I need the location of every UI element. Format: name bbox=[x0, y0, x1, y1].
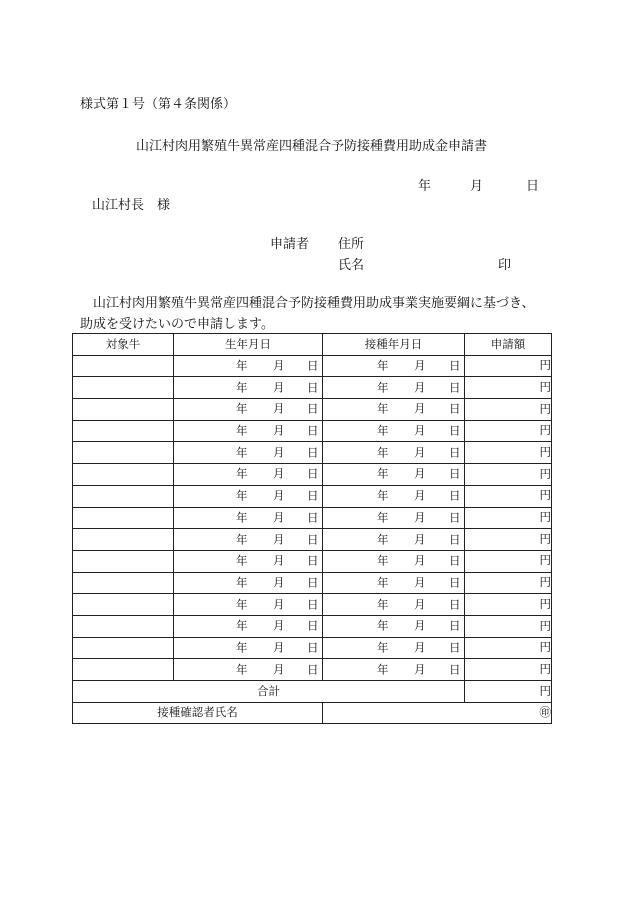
vaccination-date-day-unit: 日 bbox=[449, 531, 461, 546]
birth-date-day-unit: 日 bbox=[307, 358, 319, 373]
amount-cell[interactable] bbox=[465, 529, 552, 551]
yen-unit: 円 bbox=[539, 445, 551, 460]
vaccination-date-day-unit: 日 bbox=[449, 553, 461, 568]
birth-date-cell[interactable] bbox=[174, 399, 323, 421]
table-row bbox=[73, 399, 552, 421]
vaccination-date-cell[interactable] bbox=[323, 572, 465, 594]
table-row bbox=[73, 464, 552, 486]
target-cow-cell[interactable] bbox=[73, 464, 174, 486]
vaccination-date-cell[interactable] bbox=[323, 464, 465, 486]
yen-unit: 円 bbox=[539, 510, 551, 525]
vaccination-date-year-unit: 年 bbox=[377, 596, 389, 611]
vaccination-date-year-unit: 年 bbox=[377, 379, 389, 394]
amount-cell[interactable] bbox=[465, 485, 552, 507]
header-target-cow: 対象牛 bbox=[73, 334, 174, 356]
vaccination-date-year-unit: 年 bbox=[377, 510, 389, 525]
amount-cell[interactable] bbox=[465, 615, 552, 637]
birth-date-cell[interactable] bbox=[174, 442, 323, 464]
vaccination-date-day-unit: 日 bbox=[449, 401, 461, 416]
target-cow-cell[interactable] bbox=[73, 594, 174, 616]
birth-date-cell[interactable] bbox=[174, 420, 323, 442]
vaccination-date-cell[interactable] bbox=[323, 659, 465, 681]
birth-date-day-unit: 日 bbox=[307, 531, 319, 546]
vaccination-date-month-unit: 月 bbox=[414, 379, 426, 394]
table-row bbox=[73, 529, 552, 551]
form-number: 様式第１号（第４条関係） bbox=[80, 97, 237, 112]
date-month-unit: 月 bbox=[470, 179, 484, 194]
birth-date-year-unit: 年 bbox=[236, 423, 248, 438]
vaccination-date-cell[interactable] bbox=[323, 615, 465, 637]
amount-cell[interactable] bbox=[465, 594, 552, 616]
vaccination-date-cell[interactable] bbox=[323, 442, 465, 464]
amount-cell[interactable] bbox=[465, 442, 552, 464]
name-label: 氏名 bbox=[338, 258, 365, 273]
vaccination-date-year-unit: 年 bbox=[377, 401, 389, 416]
birth-date-year-unit: 年 bbox=[236, 358, 248, 373]
amount-cell[interactable] bbox=[465, 507, 552, 529]
vaccination-date-day-unit: 日 bbox=[449, 358, 461, 373]
birth-date-month-unit: 月 bbox=[273, 423, 285, 438]
birth-date-day-unit: 日 bbox=[307, 423, 319, 438]
vaccination-date-month-unit: 月 bbox=[414, 661, 426, 676]
table-row bbox=[73, 550, 552, 572]
birth-date-year-unit: 年 bbox=[236, 661, 248, 676]
yen-unit: 円 bbox=[539, 358, 551, 373]
birth-date-cell[interactable] bbox=[174, 594, 323, 616]
table-row bbox=[73, 442, 552, 464]
amount-cell[interactable] bbox=[465, 572, 552, 594]
birth-date-year-unit: 年 bbox=[236, 379, 248, 394]
target-cow-cell[interactable] bbox=[73, 485, 174, 507]
birth-date-day-unit: 日 bbox=[307, 510, 319, 525]
birth-date-month-unit: 月 bbox=[273, 575, 285, 590]
birth-date-cell[interactable] bbox=[174, 485, 323, 507]
vaccinator-row bbox=[73, 702, 552, 724]
application-table bbox=[72, 333, 552, 724]
target-cow-cell[interactable] bbox=[73, 529, 174, 551]
vaccination-date-month-unit: 月 bbox=[414, 445, 426, 460]
table-row bbox=[73, 420, 552, 442]
vaccination-date-year-unit: 年 bbox=[377, 661, 389, 676]
vaccination-date-year-unit: 年 bbox=[377, 466, 389, 481]
vaccination-date-year-unit: 年 bbox=[377, 553, 389, 568]
birth-date-day-unit: 日 bbox=[307, 379, 319, 394]
vaccinator-name-cell[interactable] bbox=[323, 702, 552, 724]
birth-date-day-unit: 日 bbox=[307, 466, 319, 481]
amount-cell[interactable] bbox=[465, 659, 552, 681]
birth-date-year-unit: 年 bbox=[236, 640, 248, 655]
yen-unit: 円 bbox=[539, 423, 551, 438]
vaccination-date-year-unit: 年 bbox=[377, 575, 389, 590]
birth-date-day-unit: 日 bbox=[307, 401, 319, 416]
vaccination-date-day-unit: 日 bbox=[449, 445, 461, 460]
yen-unit: 円 bbox=[539, 575, 551, 590]
yen-unit: 円 bbox=[539, 401, 551, 416]
yen-unit: 円 bbox=[539, 596, 551, 611]
page-title: 山江村肉用繁殖牛異常産四種混合予防接種費用助成金申請書 bbox=[136, 139, 488, 154]
birth-date-day-unit: 日 bbox=[307, 575, 319, 590]
birth-date-cell[interactable] bbox=[174, 355, 323, 377]
body-text-line-1: 山江村肉用繁殖牛異常産四種混合予防接種費用助成事業実施要綱に基づき、 bbox=[93, 296, 535, 311]
total-row bbox=[73, 681, 552, 703]
vaccination-date-month-unit: 月 bbox=[414, 640, 426, 655]
amount-cell[interactable] bbox=[465, 355, 552, 377]
vaccination-date-day-unit: 日 bbox=[449, 618, 461, 633]
birth-date-day-unit: 日 bbox=[307, 553, 319, 568]
birth-date-month-unit: 月 bbox=[273, 531, 285, 546]
vaccination-date-day-unit: 日 bbox=[449, 640, 461, 655]
birth-date-month-unit: 月 bbox=[273, 466, 285, 481]
vaccination-date-day-unit: 日 bbox=[449, 596, 461, 611]
birth-date-cell[interactable] bbox=[174, 529, 323, 551]
yen-unit: 円 bbox=[539, 640, 551, 655]
vaccination-date-year-unit: 年 bbox=[377, 640, 389, 655]
birth-date-year-unit: 年 bbox=[236, 618, 248, 633]
table-row bbox=[73, 572, 552, 594]
vaccination-date-year-unit: 年 bbox=[377, 618, 389, 633]
vaccination-date-month-unit: 月 bbox=[414, 466, 426, 481]
birth-date-month-unit: 月 bbox=[273, 640, 285, 655]
birth-date-cell[interactable] bbox=[174, 507, 323, 529]
birth-date-day-unit: 日 bbox=[307, 488, 319, 503]
vaccination-date-cell[interactable] bbox=[323, 420, 465, 442]
amount-cell[interactable] bbox=[465, 420, 552, 442]
vaccination-date-cell[interactable] bbox=[323, 637, 465, 659]
vaccination-date-cell[interactable] bbox=[323, 377, 465, 399]
target-cow-cell[interactable] bbox=[73, 507, 174, 529]
vaccination-date-month-unit: 月 bbox=[414, 596, 426, 611]
vaccination-date-month-unit: 月 bbox=[414, 618, 426, 633]
vaccination-date-day-unit: 日 bbox=[449, 466, 461, 481]
target-cow-cell[interactable] bbox=[73, 377, 174, 399]
birth-date-cell[interactable] bbox=[174, 550, 323, 572]
vaccination-date-month-unit: 月 bbox=[414, 510, 426, 525]
birth-date-month-unit: 月 bbox=[273, 379, 285, 394]
birth-date-year-unit: 年 bbox=[236, 531, 248, 546]
table-row bbox=[73, 485, 552, 507]
seal-mark-icon: ㊞ bbox=[539, 705, 551, 720]
birth-date-year-unit: 年 bbox=[236, 445, 248, 460]
vaccination-date-cell[interactable] bbox=[323, 594, 465, 616]
vaccination-date-day-unit: 日 bbox=[449, 510, 461, 525]
vaccination-date-month-unit: 月 bbox=[414, 553, 426, 568]
birth-date-year-unit: 年 bbox=[236, 466, 248, 481]
vaccination-date-cell[interactable] bbox=[323, 399, 465, 421]
birth-date-year-unit: 年 bbox=[236, 401, 248, 416]
amount-cell[interactable] bbox=[465, 550, 552, 572]
header-birth-date: 生年月日 bbox=[174, 334, 323, 356]
yen-unit: 円 bbox=[539, 379, 551, 394]
birth-date-year-unit: 年 bbox=[236, 510, 248, 525]
vaccination-date-month-unit: 月 bbox=[414, 488, 426, 503]
vaccination-date-day-unit: 日 bbox=[449, 575, 461, 590]
vaccination-date-month-unit: 月 bbox=[414, 575, 426, 590]
birth-date-month-unit: 月 bbox=[273, 358, 285, 373]
applicant-label: 申請者 bbox=[270, 237, 310, 252]
body-text-line-2: 助成を受けたいので申請します。 bbox=[80, 317, 274, 332]
vaccination-date-year-unit: 年 bbox=[377, 488, 389, 503]
yen-unit: 円 bbox=[539, 618, 551, 633]
yen-unit: 円 bbox=[539, 488, 551, 503]
birth-date-month-unit: 月 bbox=[273, 445, 285, 460]
yen-unit: 円 bbox=[539, 553, 551, 568]
vaccination-date-day-unit: 日 bbox=[449, 379, 461, 394]
target-cow-cell[interactable] bbox=[73, 399, 174, 421]
birth-date-year-unit: 年 bbox=[236, 575, 248, 590]
applicant-seal: 印 bbox=[498, 258, 512, 273]
vaccination-date-cell[interactable] bbox=[323, 355, 465, 377]
birth-date-cell[interactable] bbox=[174, 377, 323, 399]
birth-date-year-unit: 年 bbox=[236, 553, 248, 568]
yen-unit: 円 bbox=[539, 661, 551, 676]
address-label: 住所 bbox=[338, 237, 365, 252]
vaccination-date-cell[interactable] bbox=[323, 529, 465, 551]
vaccinator-label: 接種確認者氏名 bbox=[73, 702, 323, 724]
birth-date-cell[interactable] bbox=[174, 637, 323, 659]
vaccination-date-year-unit: 年 bbox=[377, 423, 389, 438]
header-application-amount: 申請額 bbox=[465, 334, 552, 356]
table-row bbox=[73, 507, 552, 529]
birth-date-month-unit: 月 bbox=[273, 553, 285, 568]
yen-unit: 円 bbox=[539, 466, 551, 481]
vaccination-date-year-unit: 年 bbox=[377, 531, 389, 546]
birth-date-month-unit: 月 bbox=[273, 510, 285, 525]
birth-date-day-unit: 日 bbox=[307, 661, 319, 676]
target-cow-cell[interactable] bbox=[73, 420, 174, 442]
table-row bbox=[73, 659, 552, 681]
header-vaccination-date: 接種年月日 bbox=[323, 334, 465, 356]
vaccination-date-month-unit: 月 bbox=[414, 358, 426, 373]
birth-date-cell[interactable] bbox=[174, 615, 323, 637]
table-row bbox=[73, 594, 552, 616]
vaccination-date-day-unit: 日 bbox=[449, 661, 461, 676]
vaccination-date-day-unit: 日 bbox=[449, 423, 461, 438]
target-cow-cell[interactable] bbox=[73, 572, 174, 594]
target-cow-cell[interactable] bbox=[73, 659, 174, 681]
birth-date-day-unit: 日 bbox=[307, 640, 319, 655]
vaccination-date-day-unit: 日 bbox=[449, 488, 461, 503]
target-cow-cell[interactable] bbox=[73, 637, 174, 659]
vaccination-date-year-unit: 年 bbox=[377, 445, 389, 460]
addressee: 山江村長 様 bbox=[92, 198, 171, 213]
amount-cell[interactable] bbox=[465, 399, 552, 421]
birth-date-month-unit: 月 bbox=[273, 618, 285, 633]
birth-date-month-unit: 月 bbox=[273, 401, 285, 416]
total-amount-cell[interactable] bbox=[465, 681, 552, 703]
vaccination-date-cell[interactable] bbox=[323, 507, 465, 529]
birth-date-day-unit: 日 bbox=[307, 445, 319, 460]
target-cow-cell[interactable] bbox=[73, 355, 174, 377]
target-cow-cell[interactable] bbox=[73, 550, 174, 572]
birth-date-day-unit: 日 bbox=[307, 618, 319, 633]
birth-date-cell[interactable] bbox=[174, 572, 323, 594]
birth-date-day-unit: 日 bbox=[307, 596, 319, 611]
birth-date-year-unit: 年 bbox=[236, 596, 248, 611]
vaccination-date-cell[interactable] bbox=[323, 485, 465, 507]
vaccination-date-year-unit: 年 bbox=[377, 358, 389, 373]
table-row bbox=[73, 637, 552, 659]
amount-cell[interactable] bbox=[465, 637, 552, 659]
yen-unit: 円 bbox=[539, 531, 551, 546]
birth-date-cell[interactable] bbox=[174, 659, 323, 681]
target-cow-cell[interactable] bbox=[73, 615, 174, 637]
table-row bbox=[73, 355, 552, 377]
birth-date-year-unit: 年 bbox=[236, 488, 248, 503]
birth-date-month-unit: 月 bbox=[273, 488, 285, 503]
vaccination-date-month-unit: 月 bbox=[414, 401, 426, 416]
amount-cell[interactable] bbox=[465, 464, 552, 486]
vaccination-date-cell[interactable] bbox=[323, 550, 465, 572]
total-yen-unit: 円 bbox=[539, 683, 551, 698]
table-header-row bbox=[73, 334, 552, 356]
vaccination-date-month-unit: 月 bbox=[414, 423, 426, 438]
target-cow-cell[interactable] bbox=[73, 442, 174, 464]
table-row bbox=[73, 615, 552, 637]
amount-cell[interactable] bbox=[465, 377, 552, 399]
date-year-unit: 年 bbox=[418, 179, 432, 194]
date-day-unit: 日 bbox=[526, 179, 540, 194]
birth-date-month-unit: 月 bbox=[273, 596, 285, 611]
table-row bbox=[73, 377, 552, 399]
birth-date-month-unit: 月 bbox=[273, 661, 285, 676]
birth-date-cell[interactable] bbox=[174, 464, 323, 486]
vaccination-date-month-unit: 月 bbox=[414, 531, 426, 546]
total-label: 合計 bbox=[73, 681, 465, 703]
